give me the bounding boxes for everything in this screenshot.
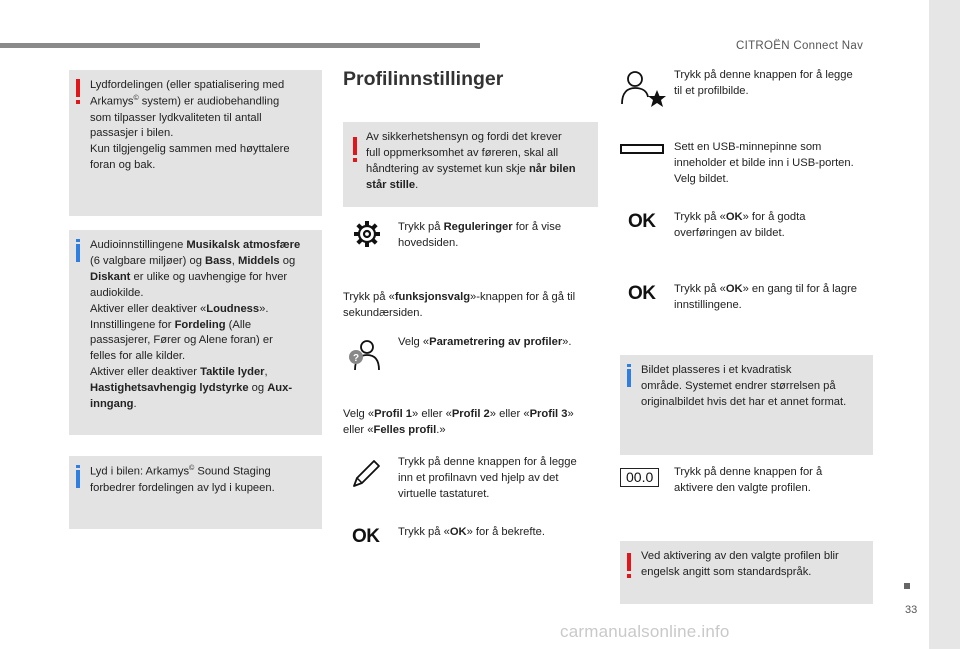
ok-button-icon: OK (628, 283, 656, 304)
note-line: Av sikkerhetshensyn og fordi det krever (366, 131, 562, 143)
note-line: Lydfordelingen (eller spatialisering med (90, 79, 285, 91)
note-line: originalbildet hvis det har et annet format. (641, 395, 847, 408)
usb-stick-icon (620, 143, 664, 155)
note-line: Bildet plasseres i et kvadratisk (641, 364, 792, 376)
note-line: audiokilde. (90, 286, 144, 299)
warning-box-safety (343, 122, 598, 207)
note-box-distribution (69, 70, 322, 216)
continue-marker (904, 583, 910, 589)
note-line: område. Systemet endrer størrelsen på (641, 379, 836, 392)
note-line: Diskant er ulike og uavhengige for hver (90, 270, 288, 283)
step-activate-profile: Trykk på denne knappen for å aktivere den valgte profilen. (674, 466, 823, 494)
profile-activate-icon: 00.0 (620, 468, 659, 487)
step-accept-transfer: Trykk på «OK» for å godta overføringen av bildet. (674, 211, 806, 239)
note-line: felles for alle kilder. (90, 350, 186, 363)
note-line: som tilpasser lydkvaliteten til antall (90, 111, 262, 124)
note-line: passasjerer, Fører og Alene foran) er (90, 334, 273, 347)
note-line: foran og bak. (90, 159, 156, 172)
warning-box-language (620, 541, 873, 604)
pencil-icon (350, 458, 382, 490)
step-usb: Sett en USB-minnepinne som inneholder et bilde inn i USB-porten. Velg bildet. (674, 141, 854, 185)
warning-icon (353, 137, 357, 155)
step-edit-name: Trykk på denne knappen for å legge inn et profilnavn ved hjelp av det virtuelle tastaturet. (398, 456, 577, 500)
info-box-picture-format (620, 355, 873, 455)
note-line: Lyd i bilen: Arkamys© Sound Staging (90, 465, 271, 478)
note-line: Aktiver eller deaktiver Taktile lyder, (90, 366, 268, 379)
note-line: står stille. (366, 178, 419, 191)
user-question-icon (347, 338, 381, 372)
note-line: Kun tilgjengelig sammen med høyttalere (90, 143, 290, 156)
header-title: CITROËN Connect Nav (736, 40, 864, 52)
note-line: Hastighetsavhengig lydstyrke og Aux- (90, 382, 293, 395)
note-line: passasjer i bilen. (90, 127, 174, 140)
warning-icon (627, 553, 631, 571)
note-box-sound-staging (69, 456, 322, 529)
note-line: Innstillingene for Fordeling (Alle (90, 318, 252, 331)
ok-button-icon: OK (628, 211, 656, 232)
step-add-picture: Trykk på denne knappen for å legge til et profilbilde. (674, 69, 853, 97)
step-parametrering: Velg «Parametrering av profiler». (398, 336, 572, 348)
note-line: Ved aktivering av den valgte profilen blir (641, 550, 839, 562)
section-title: Profilinnstillinger (343, 68, 504, 90)
note-line: full oppmerksomhet av føreren, skal all (366, 146, 559, 159)
gear-icon (352, 219, 382, 249)
note-line: Audioinnstillingene Musikalsk atmosfære (90, 239, 301, 251)
info-icon (76, 470, 80, 488)
note-line: Aktiver eller deaktiver «Loudness». (90, 302, 269, 315)
info-icon (76, 244, 80, 262)
step-reguleringer: Trykk på Reguleringer for å vise hovedsiden. (398, 221, 562, 249)
page-sidebar (929, 0, 960, 649)
user-star-icon (620, 70, 666, 108)
svg-text:?: ? (352, 353, 360, 364)
info-icon (627, 369, 631, 387)
note-line: Arkamys© system) er audiobehandling (90, 94, 280, 108)
note-line: engelsk angitt som standardspråk. (641, 565, 812, 578)
step-confirm: Trykk på «OK» for å bekrefte. (398, 526, 545, 538)
header-bar (0, 43, 480, 48)
ok-button-icon: OK (352, 526, 380, 547)
note-line: forbedrer fordelingen av lyd i kupeen. (90, 481, 275, 494)
note-line: (6 valgbare miljøer) og Bass, Middels og (90, 254, 296, 267)
page-number: 33 (905, 604, 918, 616)
paragraph-funksjonsvalg: Trykk på «funksjonsvalg»-knappen for å gå til sekundærsiden. (343, 291, 576, 319)
watermark: carmanualsonline.info (560, 622, 730, 641)
step-save: Trykk på «OK» en gang til for å lagre innstillingene. (674, 283, 858, 311)
note-line: håndtering av systemet kun skje når bilen (366, 162, 576, 175)
note-line: inngang. (90, 398, 137, 411)
note-box-audio-settings (69, 230, 322, 435)
warning-icon (76, 79, 80, 97)
paragraph-profile-choice: Velg «Profil 1» eller «Profil 2» eller «Profil 3» eller «Felles profil.» (343, 408, 574, 436)
